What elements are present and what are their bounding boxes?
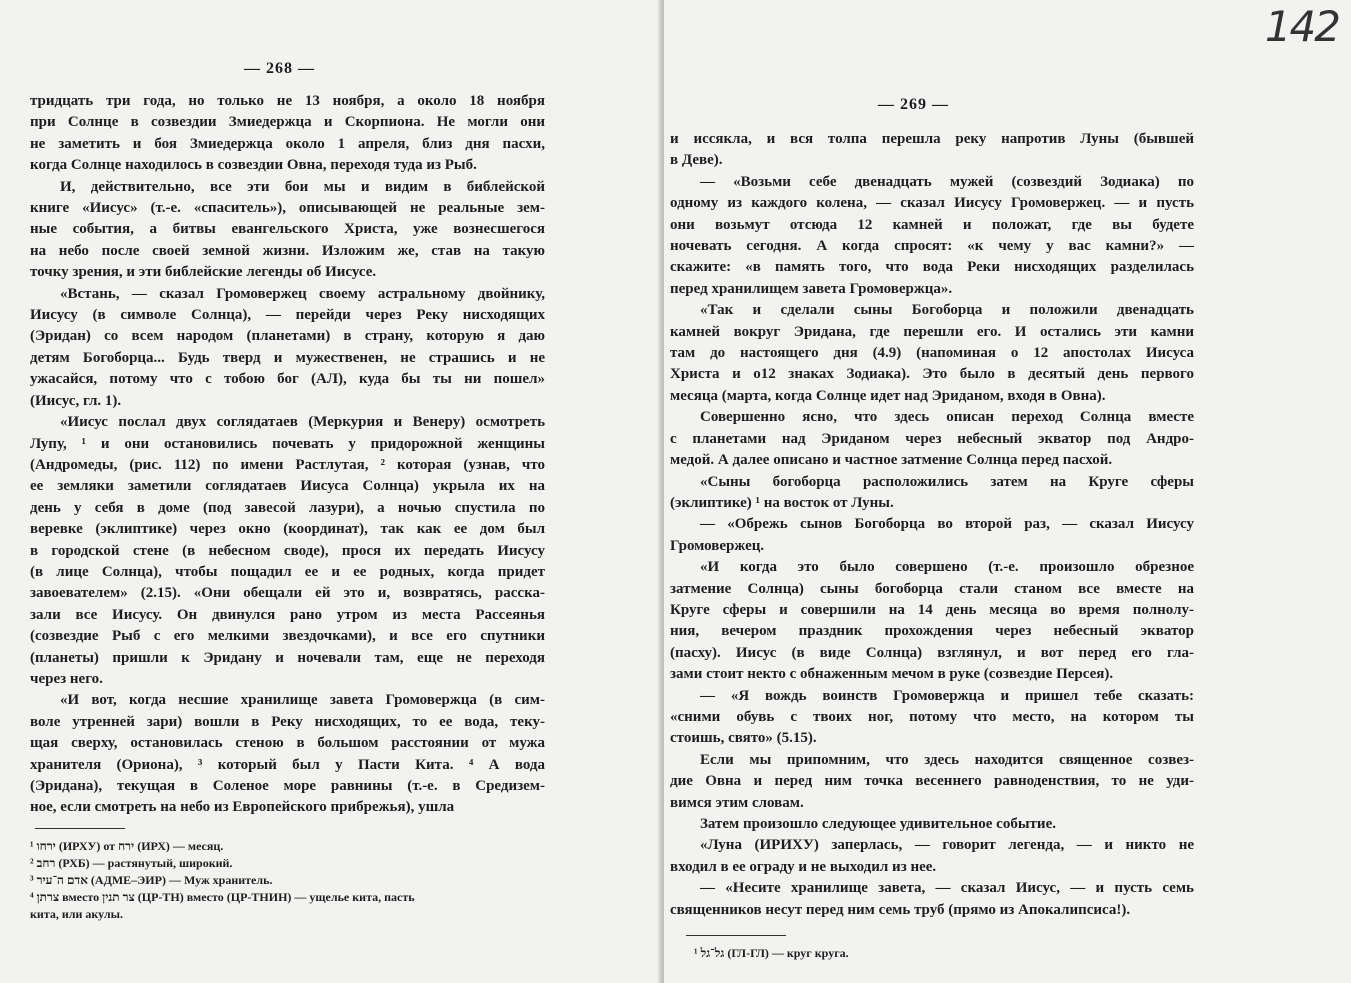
text-line: ужасайся, потому что с тобою бог (АЛ), куда бы ты ни пошел» [30, 371, 545, 388]
text-line: тридцать три года, но только не 13 ноября, а около 18 ноября [30, 93, 545, 109]
text-line: (эклиптике) ¹ на восток от Луны. [670, 494, 894, 511]
footnote: ² רחב (РХБ) — растянутый, широкий. [30, 856, 233, 870]
text-line: Совершенно ясно, что здесь описан переход Солнца вместе [700, 409, 1194, 426]
text-line: — «Обрежь сынов Богоборца во второй раз, — сказал Иисусу [700, 516, 1194, 533]
page-number: — 268 — [244, 60, 315, 77]
text-line: Иисусу (в символе Солнца), — перейди через Реку нисходящих [30, 307, 545, 324]
right-page [664, 0, 1351, 983]
text-line: с планетами над Эриданом через небесный экватор под Андро- [670, 430, 1194, 447]
text-line: не заметить и боя Змиедержца около 1 апреля, близ дня пасхи, [30, 135, 545, 152]
text-line: «Луна (ИРИХУ) заперлась, — говорит легенда, — и никто не [700, 837, 1194, 854]
text-line: — «Несите хранилище завета, — сказал Иисус, — и пусть семь [700, 880, 1194, 897]
text-line: ные события, а битвы евангельского Христа, уже вознесшегося [30, 221, 545, 238]
text-line: (Андромеды, (рис. 112) по имени Растлутая, ² которая (узнав, что [30, 456, 545, 473]
text-line: (Эридан) со всем народом (планетами) в страну, которую я даю [30, 328, 545, 345]
text-line: детям Богоборца... Будь тверд и мужественен, не страшись и не [30, 349, 545, 366]
text-line: скажите: «в память того, что вода Реки нисходящих разделилась [670, 259, 1194, 276]
text-line: завоевателем» (2.15). «Они обещали ей это и, возвратясь, расска- [30, 585, 545, 602]
text-line: «И вот, когда несшие хранилище завета Громовержца (в сим- [60, 692, 545, 709]
text-line: месяца (марта, когда Солнце идет над Эриданом, входя в Овна). [670, 387, 1106, 404]
text-line: Если мы припомним, что здесь находится священное созвез- [700, 751, 1194, 768]
text-line: ное, если смотреть на небо из Европейского прибрежья), ушла [30, 799, 455, 816]
text-line: «И когда это было совершено (т.-е. произошло обрезное [700, 559, 1194, 576]
text-line: стоишь, свято» (5.15). [670, 730, 817, 747]
text-line: (планеты) пришли к Эридану и ночевали там, еще не переходя [30, 649, 545, 666]
text-line: — «Возьми себе двенадцать мужей (созвездий Зодиака) по [700, 173, 1194, 190]
footnote: ³ אדם ה־עיר (АДМЕ–ЭИР) — Муж хранитель. [30, 873, 273, 887]
text-line: священников несут перед ним семь труб (прямо из Апокалипсиса!). [670, 901, 1131, 918]
text-line: в городской стене (в небесном своде), прося их передать Иисусу [30, 542, 545, 559]
text-line: (в лице Солнца), чтобы пощадил ее и ее родных, когда придет [30, 563, 545, 580]
text-line: «Иисус послал двух соглядатаев (Меркурия и Венеру) осмотреть [60, 414, 545, 431]
text-line: там до настоящего дня (4.9) (напоминая о 12 апостолах Иисуса [670, 345, 1194, 362]
footnote: ¹ גל־גל (ГЛ-ГЛ) — круг круга. [694, 946, 849, 960]
footnote: кита, или акулы. [30, 907, 123, 921]
text-line: — «Я вождь воинств Громовержца и пришел тебе сказать: [700, 687, 1194, 704]
text-line: ночевать сегодня. А когда спросят: «к чему у вас камни?» — [670, 238, 1194, 255]
text-line: книге «Иисус» (т.-е. «спаситель»), описывающей не реальные зем- [30, 200, 545, 217]
text-line: при Солнце в созвездии Змиедержца и Скорпиона. Не могли они [30, 114, 545, 131]
text-line: перед хранилищем завета Громовержца». [670, 280, 953, 297]
text-line: (Иисус, гл. 1). [30, 392, 122, 409]
text-line: затмение Солнца) сыны богоборца стали станом все вместе на [670, 580, 1194, 597]
left-page [0, 0, 662, 983]
text-line: «Встань, — сказал Громовержец своему астральному двойнику, [60, 285, 545, 302]
text-line: щая сверху, остановилась стеною в большом расстоянии от мужа [30, 735, 545, 752]
footnotes [30, 838, 550, 923]
text-line: входил в ее ограду и не выходил из нее. [670, 858, 937, 875]
text-line: точку зрения, и эти библейские легенды об Иисусе. [30, 264, 377, 281]
text-line: вимся этим словам. [670, 794, 804, 811]
text-line: зали все Иисусу. Он двинулся рано утром из места Рассеянья [30, 606, 545, 623]
text-line: воле утренней зари) вошли в Реку нисходящих, то ее вода, теку- [30, 713, 545, 730]
text-line: зами стоит некто с обнаженным мечом в руке (созвездие Персея). [670, 666, 1114, 683]
text-line: И, действительно, все эти бои мы и видим в библейской [60, 178, 545, 195]
text-line: (созвездие Рыб с его мелкими звездочками), и все его спутники [30, 628, 545, 645]
text-line: (пасху). Иисус (в виде Солнца) взглянул, и вот перед его гла- [670, 644, 1194, 661]
text-line: Христа и о12 знаках Зодиака). Это было в десятый день первого [670, 366, 1194, 383]
text-line: хранителя (Ориона), ³ который был у Пасти Кита. ⁴ А вода [30, 756, 545, 773]
text-line: «сними обувь с твоих ног, потому что место, на котором ты [670, 708, 1194, 725]
footnote: ¹ ירחו (ИРХУ) от ירח (ИРХ) — месяц. [30, 839, 224, 853]
text-line: на небо после своей земной жизни. Изложим же, став на такую [30, 242, 545, 259]
footnote-rule [35, 828, 125, 829]
text-line: через него. [30, 670, 103, 687]
text-line: Круге сферы и совершили на 14 день месяца во время полнолу- [670, 601, 1194, 618]
footnotes [694, 945, 1214, 962]
text-line: ее земляки заметили соглядатаев Иисуса Солнца) укрыла их на [30, 478, 545, 495]
text-line: Громовержец. [670, 537, 765, 554]
text-line: дие Овна и перед ним точка весеннего равноденствия, то не уди- [670, 773, 1194, 790]
body-text [30, 91, 545, 819]
text-line: в Деве). [670, 152, 723, 169]
page-number: — 269 — [878, 96, 949, 113]
text-line: одному из каждого колена, — сказал Иисусу Громовержец. — и пусть [670, 195, 1194, 212]
text-line: они возьмут отсюда 12 камней и положат, где вы будете [670, 216, 1194, 233]
text-line: и иссякла, и вся толпа перешла реку напротив Луны (бывшей [670, 131, 1194, 147]
text-line: веревке (эклиптике) через окно (координат), так как ее дом был [30, 521, 545, 538]
text-line: «Так и сделали сыны Богоборца и положили двенадцать [700, 302, 1194, 319]
handwritten-page-number: 142 [1264, 2, 1339, 51]
text-line: «Сыны богоборца расположились затем на Круге сферы [700, 473, 1194, 490]
footnote-rule [686, 935, 786, 936]
text-line: день у себя в доме (под завесой лазури), а ночью спустила по [30, 499, 545, 516]
text-line: (Эридана), текущая в Соленое море равнины (т.-е. в Средизем- [30, 778, 545, 794]
body-text [670, 129, 1194, 921]
text-line: камней вокруг Эридана, где перешли его. И остались эти камни [670, 323, 1194, 340]
text-line: Лупу, ¹ и они остановились почевать у придорожной женщины [30, 435, 545, 452]
text-line: Затем произошло следующее удивительное событие. [700, 816, 1056, 832]
footnote: ⁴ צרתן вместо צר תנין (ЦР-ТН) вместо (ЦР-ТНИН) — ущелье кита, пасть [30, 890, 415, 904]
text-line: когда Солнце находилось в созвездии Овна, переходя туда из Рыб. [30, 157, 477, 174]
text-line: ния, вечером праздник прохождения через небесный экватор [670, 623, 1194, 640]
text-line: медой. А далее описано и частное затмение Солнца перед пасхой. [670, 452, 1113, 469]
